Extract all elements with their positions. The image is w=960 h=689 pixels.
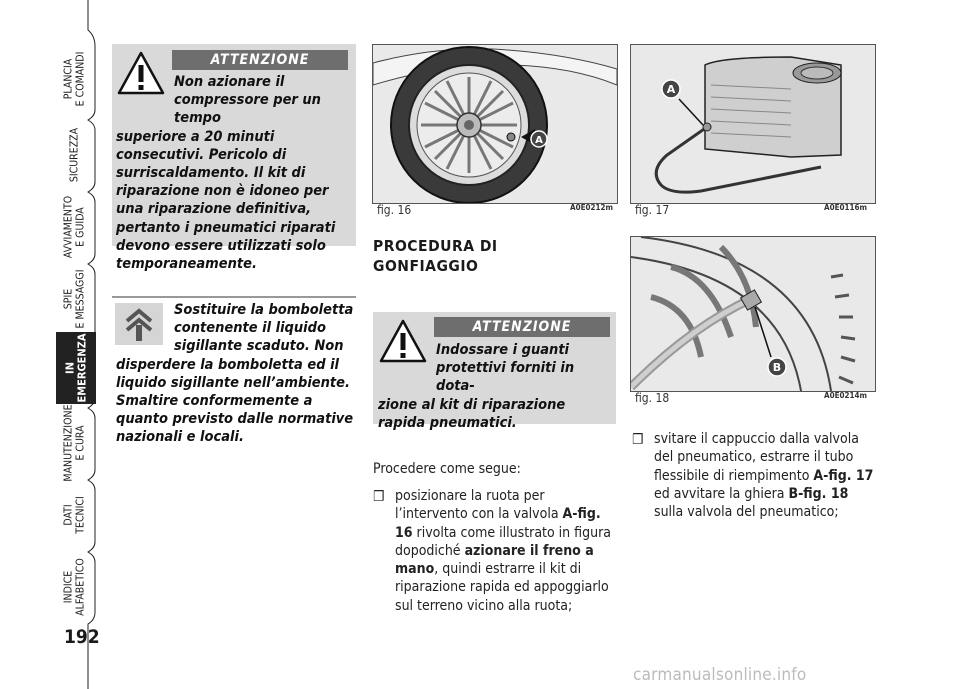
page-number: 192	[64, 626, 100, 648]
figure-17	[630, 44, 876, 204]
fig18-caption: fig. 18	[635, 391, 670, 405]
fig18-label-b: B	[772, 361, 782, 374]
fig18-code: A0E0214m	[824, 391, 868, 400]
wheel-valve-illustration	[373, 45, 617, 203]
tab-plancia[interactable]: PLANCIA E COMANDI	[62, 51, 86, 107]
procedure-intro: Procedere come segue:	[373, 461, 521, 477]
tab-dati-tecnici[interactable]: DATI TECNICI	[62, 496, 86, 534]
tab-emergenza[interactable]: IN EMERGENZA	[56, 332, 96, 404]
tab-spie[interactable]: SPIE E MESSAGGI	[62, 269, 86, 329]
chapter-tabs	[0, 0, 100, 689]
fig16-caption: fig. 16	[377, 203, 412, 217]
procedure-step-1: ❒ posizionare la ruota per l’intervento con la valvola A-fig. 16 rivolta come illustrato in figura dopodiché azionare il freno a mano, quindi estrarre il kit di riparazione rapida ed appoggiarlo sul terreno vicino alla ruota;	[373, 488, 611, 614]
warning-text-1: Non azionare il compressore per un tempo superiore a 20 minuti consecutivi. Pericolo di surriscaldamento. Il kit di riparazione non è idoneo per una riparazione definitiva, pertanto i pneumatici riparati devono essere utilizzati solo temporaneamente.	[116, 74, 336, 273]
note-text: Sostituire la bomboletta contenente il liquido sigillante scaduto. Non disperdere la bomboletta ed il liquido sigillante nell’ambiente. Smaltire conformemente a quanto previsto dalle normative nazionali e locali.	[116, 302, 354, 446]
procedure-step-2: ❒ svitare il cappuccio dalla valvola del pneumatico, estrarre il tubo flessibile di riempimento A-fig. 17 ed avvitare la ghiera B-fig. 18 sulla valvola del pneumatico;	[632, 431, 874, 521]
fig17-caption: fig. 17	[635, 203, 670, 217]
warning-text-2: Indossare i guanti protettivi forniti in dota- zione al kit di riparazione rapida pneumatici.	[378, 342, 575, 431]
fig16-code: A0E0212m	[570, 203, 614, 212]
section-heading: PROCEDURA DI GONFIAGGIO	[373, 237, 498, 275]
figure-16	[372, 44, 618, 204]
tab-avviamento[interactable]: AVVIAMENTO E GUIDA	[62, 195, 86, 259]
tab-indice[interactable]: INDICE ALFABETICO	[62, 558, 86, 616]
tab-sicurezza[interactable]: SICUREZZA	[68, 127, 81, 183]
valve-ring-illustration	[631, 237, 875, 391]
fig17-code: A0E0116m	[824, 203, 868, 212]
fig17-label-a: A	[666, 83, 676, 96]
figure-18	[630, 236, 876, 392]
compressor-illustration	[631, 45, 875, 203]
watermark: carmanualsonline.info	[633, 665, 807, 685]
fig16-label-a: A	[535, 135, 543, 146]
note-divider	[112, 296, 356, 298]
tab-manutenzione[interactable]: MANUTENZIONE E CURA	[62, 404, 86, 482]
warning-title-2: ATTENZIONE	[434, 317, 610, 337]
warning-title-1: ATTENZIONE	[172, 50, 348, 70]
